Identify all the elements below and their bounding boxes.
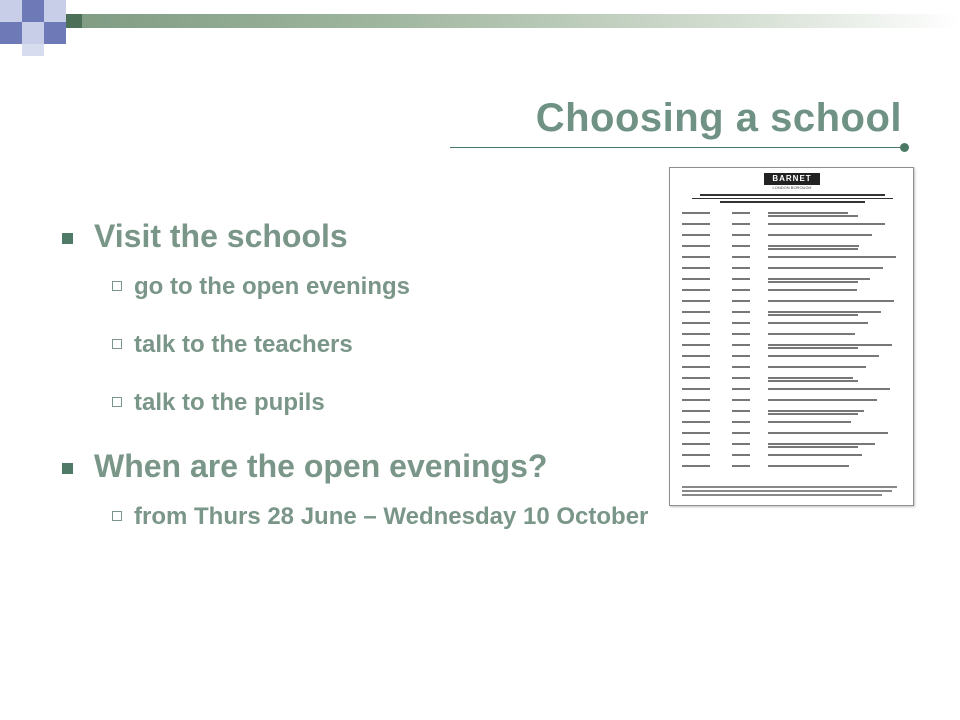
document-table-row <box>682 397 904 405</box>
bullet-text: go to the open evenings <box>134 273 411 300</box>
document-table-row <box>682 254 904 262</box>
document-table-row <box>682 463 904 471</box>
document-table-row <box>682 276 904 284</box>
document-table-row <box>682 353 904 361</box>
document-table-row <box>682 320 904 328</box>
barnet-logo: BARNET <box>764 173 820 185</box>
barnet-logo-subtitle: LONDON BOROUGH <box>772 185 812 190</box>
bullet-level1: Visit the schools <box>58 214 858 258</box>
bullet-text: from Thurs 28 June – Wednesday 10 October <box>134 503 649 530</box>
document-footnote <box>682 486 902 498</box>
top-gradient-bar <box>66 14 960 28</box>
checkbox-bullet-icon <box>112 397 122 407</box>
document-table-row <box>682 221 904 229</box>
corner-square <box>44 22 66 44</box>
corner-square <box>22 44 44 56</box>
document-table-row <box>682 430 904 438</box>
document-table-row <box>682 243 904 251</box>
slide-title: Choosing a school <box>535 96 902 140</box>
corner-square <box>22 22 44 44</box>
checkbox-bullet-icon <box>112 511 122 521</box>
document-table-row <box>682 298 904 306</box>
title-underline <box>450 147 904 148</box>
open-evenings-document-image <box>669 167 914 506</box>
document-table-row <box>682 386 904 394</box>
document-table <box>682 210 904 474</box>
corner-square <box>0 22 22 44</box>
bullet-text: talk to the pupils <box>134 389 325 416</box>
corner-square <box>0 0 22 22</box>
top-bar-accent <box>66 14 82 28</box>
document-table-row <box>682 331 904 339</box>
document-table-row <box>682 287 904 295</box>
document-table-row <box>682 441 904 449</box>
document-table-row <box>682 342 904 350</box>
document-table-row <box>682 309 904 317</box>
document-table-row <box>682 232 904 240</box>
checkbox-bullet-icon <box>112 281 122 291</box>
checkbox-bullet-icon <box>112 339 122 349</box>
bullet-text: talk to the teachers <box>134 331 353 358</box>
document-table-row <box>682 210 904 218</box>
document-table-row <box>682 265 904 273</box>
bullet-level1: When are the open evenings? <box>58 444 858 488</box>
document-table-row <box>682 452 904 460</box>
document-table-row <box>682 375 904 383</box>
corner-square <box>44 0 66 22</box>
document-heading-lines <box>680 192 905 205</box>
title-underline-dot <box>900 143 909 152</box>
corner-square <box>22 0 44 22</box>
document-table-row <box>682 408 904 416</box>
document-table-row <box>682 364 904 372</box>
document-table-row <box>682 419 904 427</box>
